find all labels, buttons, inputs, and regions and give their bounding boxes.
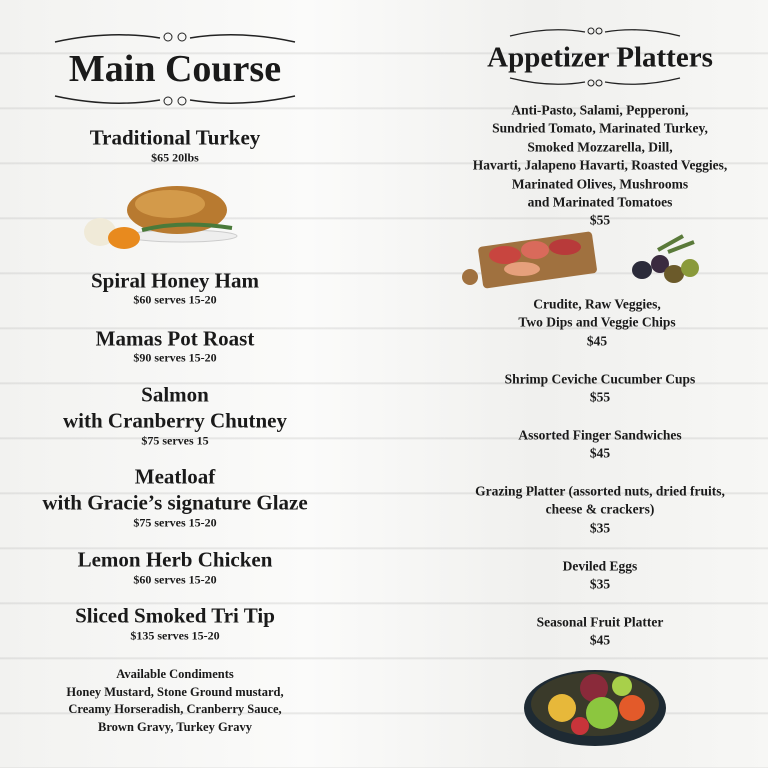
item-name: Traditional Turkey	[89, 125, 261, 150]
item-line: Grazing Platter (assorted nuts, dried fruits,	[475, 483, 725, 499]
item-line: Shrimp Ceviche Cucumber Cups	[504, 371, 696, 387]
main-course-title: Main Course	[68, 48, 282, 90]
item-price: $35	[589, 577, 611, 592]
item-name: Lemon Herb Chicken	[77, 547, 273, 572]
appetizer-item	[475, 482, 725, 537]
olives-image	[628, 232, 704, 284]
item-line: Anti-Pasto, Salami, Pepperoni,	[511, 102, 689, 118]
item-name: Mamas Pot Roast	[95, 326, 255, 351]
item-price: $75 serves 15-20	[133, 515, 217, 530]
item-price: $60 serves 15-20	[133, 572, 217, 587]
condiments-line: Creamy Horseradish, Cranberry Sauce,	[68, 702, 282, 716]
condiments-line: Brown Gravy, Turkey Gravy	[98, 719, 252, 734]
item-line: Crudite, Raw Veggies,	[533, 296, 661, 312]
item-name: Meatloaf	[134, 464, 216, 489]
ornament-top-left	[50, 28, 300, 48]
item-line: cheese & crackers)	[545, 501, 655, 517]
item-price: $65 20lbs	[151, 150, 199, 165]
appetizer-item	[473, 102, 728, 231]
condiments-line: Honey Mustard, Stone Ground mustard,	[66, 684, 284, 699]
appetizer-item	[537, 614, 664, 651]
fruit-platter-image	[522, 658, 668, 750]
item-line: and Marinated Tomatoes	[527, 194, 673, 210]
ornament-bottom-right	[505, 74, 685, 90]
item-price: $135 serves 15-20	[130, 628, 220, 643]
item-line: Smoked Mozzarella, Dill,	[527, 139, 673, 155]
ornament-top-right	[505, 24, 685, 40]
item-price: $45	[589, 633, 611, 648]
item-price: $55	[589, 390, 611, 405]
item-price: $60 serves 15-20	[133, 292, 217, 307]
item-price: $90 serves 15-20	[133, 350, 217, 365]
ornament-bottom-left	[50, 90, 300, 110]
item-name: Salmon	[141, 382, 209, 407]
item-line: Two Dips and Veggie Chips	[518, 314, 676, 330]
item-line: Havarti, Jalapeno Havarti, Roasted Veggies,	[472, 157, 728, 173]
appetizer-item	[518, 427, 681, 464]
item-line: Assorted Finger Sandwiches	[518, 427, 682, 443]
item-name: Sliced Smoked Tri Tip	[75, 603, 275, 628]
appetizer-platters-title: Appetizer Platters	[487, 41, 713, 74]
item-name-line2: with Gracie’s signature Glaze	[42, 490, 308, 515]
item-price: $55	[589, 213, 611, 229]
item-price: $35	[589, 520, 611, 536]
charcuterie-board-image	[460, 225, 600, 290]
item-line: Deviled Eggs	[562, 558, 638, 574]
appetizer-item	[563, 558, 638, 595]
turkey-image	[82, 180, 242, 250]
item-name: Spiral Honey Ham	[90, 268, 260, 293]
item-line: Sundried Tomato, Marinated Turkey,	[492, 120, 708, 136]
appetizer-item	[505, 371, 696, 408]
condiments-heading: Available Condiments	[116, 667, 234, 681]
item-price: $75 serves 15	[141, 433, 209, 448]
item-name-line2: with Cranberry Chutney	[63, 408, 287, 433]
item-line: Seasonal Fruit Platter	[536, 614, 664, 630]
condiments	[66, 666, 283, 736]
item-line: Marinated Olives, Mushrooms	[511, 176, 689, 192]
item-price: $45	[586, 333, 608, 349]
item-price: $45	[589, 446, 611, 461]
appetizer-item	[518, 295, 675, 350]
